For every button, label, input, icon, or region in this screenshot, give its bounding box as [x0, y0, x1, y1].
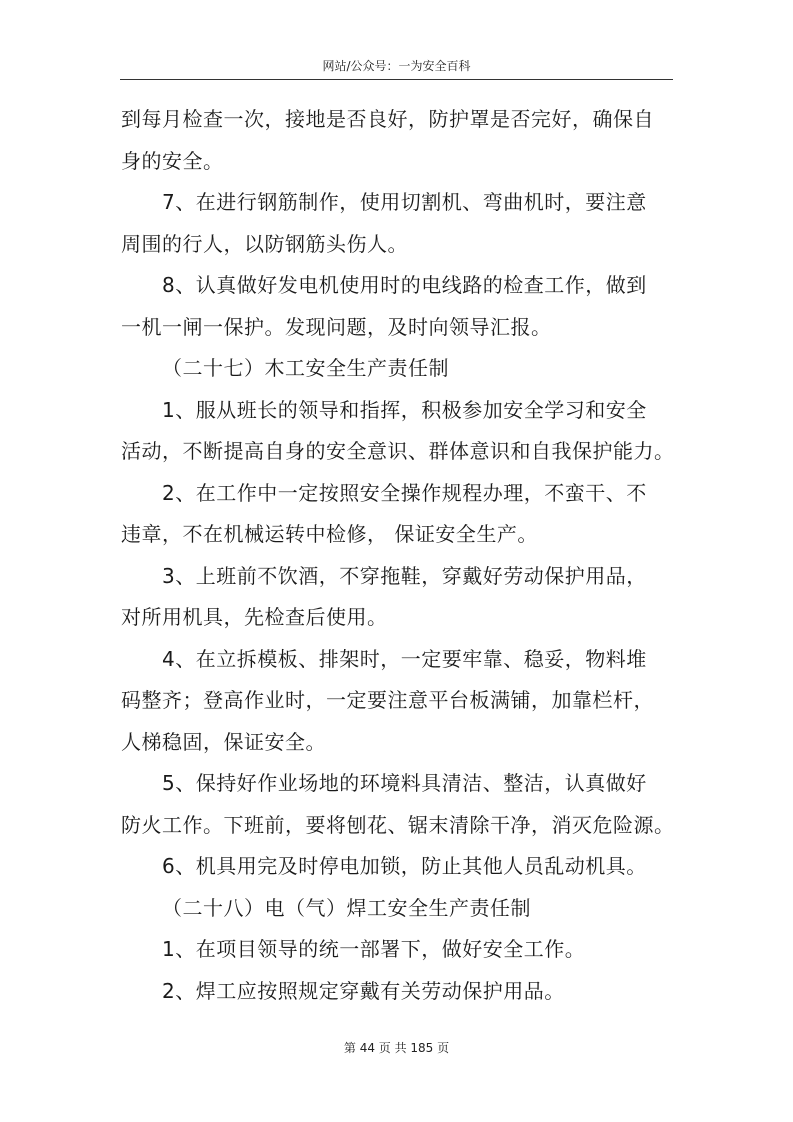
- page-header: 网站/公众号：一为安全百科: [322, 59, 471, 73]
- document-body: [121, 99, 676, 1012]
- text-line: 3、上班前不饮酒，不穿拖鞋，穿戴好劳动保护用品，: [162, 563, 647, 588]
- text-line: （二十八）电（气）焊工安全生产责任制: [162, 895, 531, 920]
- text-line: 周围的行人，以防钢筋头伤人。: [121, 231, 408, 256]
- text-line: （二十七）木工安全生产责任制: [162, 356, 449, 380]
- text-line: 人梯稳固，保证安全。: [121, 729, 326, 754]
- text-line: 活动，不断提高自身的安全意识、群体意识和自我保护能力。: [121, 439, 675, 463]
- text-line: 一机一闸一保护。发现问题，及时向领导汇报。: [121, 314, 552, 339]
- text-line: 1、服从班长的领导和指挥，积极参加安全学习和安全: [162, 397, 647, 422]
- text-line: 防火工作。下班前，要将刨花、锯末清除干净，消灭危险源。: [121, 812, 675, 837]
- text-line: 到每月检查一次，接地是否良好，防护罩是否完好，确保自: [121, 107, 654, 131]
- text-line: 2、在工作中一定按照安全操作规程办理，不蛮干、不: [162, 480, 647, 505]
- text-line: 身的安全。: [121, 148, 224, 173]
- text-line: 4、在立拆模板、排架时，一定要牢靠、稳妥，物料堆: [162, 646, 647, 671]
- text-line: 8、认真做好发电机使用时的电线路的检查工作，做到: [162, 273, 647, 297]
- header-divider: [120, 79, 673, 80]
- text-line: 6、机具用完及时停电加锁，防止其他人员乱动机具。: [162, 854, 647, 878]
- text-line: 码整齐；登高作业时，一定要注意平台板满铺，加靠栏杆，: [121, 688, 654, 712]
- text-line: 违章，不在机械运转中检修， 保证安全生产。: [121, 522, 538, 546]
- text-line: 5、保持好作业场地的环境料具清洁、整洁，认真做好: [162, 771, 647, 795]
- text-line: 对所用机具，先检查后使用。: [121, 605, 388, 629]
- text-line: 2、焊工应按照规定穿戴有关劳动保护用品。: [162, 978, 565, 1003]
- page-footer: 第 44 页 共 185 页: [343, 1041, 450, 1055]
- text-line: 7、在进行钢筋制作，使用切割机、弯曲机时，要注意: [162, 190, 647, 214]
- text-line: 1、在项目领导的统一部署下，做好安全工作。: [162, 937, 586, 961]
